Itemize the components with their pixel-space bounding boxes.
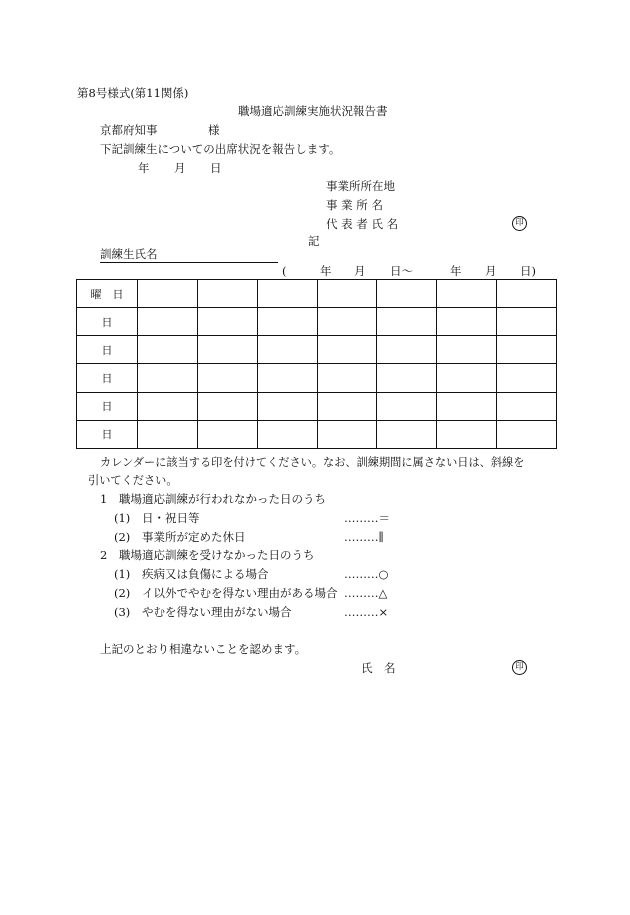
item-2-1-text: 疾病又は負傷による場合: [142, 567, 269, 581]
item-1-1-mark: ………＝: [344, 511, 390, 525]
period-end-day: 日): [520, 264, 536, 278]
calendar-cell[interactable]: [497, 420, 557, 448]
calendar-cell[interactable]: [497, 364, 557, 392]
calendar-cell[interactable]: [257, 336, 317, 364]
calendar-cell[interactable]: [377, 336, 437, 364]
calendar-cell[interactable]: [257, 308, 317, 336]
period-start-month: 月: [354, 264, 366, 278]
calendar-cell[interactable]: [317, 420, 377, 448]
item-2-2-mark: ………△: [344, 586, 388, 600]
day-label-cell: 日: [77, 308, 138, 336]
day-label-cell: 日: [77, 420, 138, 448]
calendar-row: [77, 392, 557, 420]
addressee: 京都府知事: [100, 123, 158, 137]
calendar-cell[interactable]: [377, 308, 437, 336]
date-year-label: 年: [138, 161, 150, 175]
calendar-cell[interactable]: [197, 392, 257, 420]
attendance-calendar: [76, 279, 557, 449]
item-1-2-number: (2): [114, 530, 131, 544]
calendar-cell[interactable]: [317, 336, 377, 364]
item-2-1-number: (1): [114, 567, 131, 581]
calendar-cell[interactable]: [437, 308, 497, 336]
section-2-number: 2: [100, 548, 108, 562]
item-2-3-number: (3): [114, 605, 131, 619]
addressee-honorific: 様: [208, 123, 220, 137]
intro-text: 下記訓練生についての出席状況を報告します。: [100, 142, 341, 156]
instruction-line-1: カレンダーに該当する印を付けてください。なお、訓練期間に属さない日は、斜線を: [100, 456, 525, 469]
calendar-cell[interactable]: [317, 308, 377, 336]
item-1-1-number: (1): [114, 511, 131, 525]
date-month-label: 月: [174, 161, 186, 175]
calendar-cell[interactable]: [197, 364, 257, 392]
item-1-1-text: 日・祝日等: [142, 511, 200, 525]
period-start-year: 年: [320, 264, 332, 278]
document-title: 職場適応訓練実施状況報告書: [238, 104, 388, 118]
calendar-cell[interactable]: [377, 280, 437, 308]
calendar-cell[interactable]: [197, 420, 257, 448]
calendar-cell[interactable]: [138, 392, 198, 420]
calendar-cell[interactable]: [197, 336, 257, 364]
calendar-cell[interactable]: [497, 392, 557, 420]
calendar-cell[interactable]: [138, 420, 198, 448]
calendar-cell[interactable]: [377, 364, 437, 392]
ki-heading: 記: [308, 234, 320, 248]
period-end-year: 年: [450, 264, 462, 278]
day-label-cell: 日: [77, 336, 138, 364]
period-end-month: 月: [485, 264, 497, 278]
trainee-name-label: 訓練生氏名: [100, 247, 158, 261]
instruction-line-2: 引いてください。: [88, 474, 178, 487]
item-2-3-text: やむを得ない理由がない場合: [142, 605, 292, 619]
confirmation-text: 上記のとおり相違ないことを認めます。: [100, 642, 307, 656]
business-address-label: 事業所所在地: [326, 179, 395, 193]
calendar-cell[interactable]: [138, 364, 198, 392]
calendar-cell[interactable]: [257, 280, 317, 308]
item-2-2-text: イ以外でやむを得ない理由がある場合: [142, 586, 338, 600]
day-label-cell: 日: [77, 392, 138, 420]
weekday-header-cell: 曜 日: [77, 280, 138, 308]
calendar-cell[interactable]: [497, 308, 557, 336]
calendar-row: [77, 420, 557, 448]
calendar-cell[interactable]: [257, 364, 317, 392]
calendar-cell[interactable]: [437, 336, 497, 364]
trainee-name-field: [100, 249, 278, 263]
business-name-label: 事 業 所 名: [326, 198, 383, 212]
signature-seal-icon: 印: [512, 660, 527, 675]
item-2-1-mark: ………○: [344, 567, 389, 581]
period-start-day: 日〜: [390, 264, 413, 278]
calendar-cell[interactable]: [437, 280, 497, 308]
calendar-cell[interactable]: [138, 280, 198, 308]
calendar-cell[interactable]: [497, 336, 557, 364]
calendar-cell[interactable]: [197, 280, 257, 308]
calendar-row: [77, 364, 557, 392]
calendar-cell[interactable]: [138, 336, 198, 364]
calendar-cell[interactable]: [437, 420, 497, 448]
calendar-cell[interactable]: [197, 308, 257, 336]
calendar-row: [77, 308, 557, 336]
form-number: 第8号様式(第11関係): [77, 86, 189, 100]
calendar-cell[interactable]: [257, 392, 317, 420]
calendar-cell[interactable]: [257, 420, 317, 448]
calendar-cell[interactable]: [317, 364, 377, 392]
item-1-2-mark: ………∥: [344, 530, 384, 544]
section-1-number: 1: [100, 492, 108, 506]
calendar-cell[interactable]: [377, 392, 437, 420]
period-open-paren: (: [282, 264, 287, 278]
representative-seal-icon: 印: [512, 216, 527, 231]
section-2-title: 職場適応訓練を受けなかった日のうち: [119, 548, 315, 562]
calendar-cell[interactable]: [437, 392, 497, 420]
date-day-label: 日: [210, 161, 222, 175]
calendar-cell[interactable]: [317, 392, 377, 420]
item-2-3-mark: ………×: [344, 605, 389, 619]
calendar-header-row: [77, 280, 557, 308]
representative-label: 代 表 者 氏 名: [326, 217, 399, 231]
calendar-cell[interactable]: [497, 280, 557, 308]
calendar-cell[interactable]: [138, 308, 198, 336]
calendar-cell[interactable]: [437, 364, 497, 392]
item-2-2-number: (2): [114, 586, 131, 600]
section-1-title: 職場適応訓練が行われなかった日のうち: [119, 492, 326, 506]
calendar-cell[interactable]: [377, 420, 437, 448]
item-1-2-text: 事業所が定めた休日: [142, 530, 246, 544]
calendar-row: [77, 336, 557, 364]
signature-name-label: 氏 名: [361, 661, 396, 675]
day-label-cell: 日: [77, 364, 138, 392]
calendar-cell[interactable]: [317, 280, 377, 308]
